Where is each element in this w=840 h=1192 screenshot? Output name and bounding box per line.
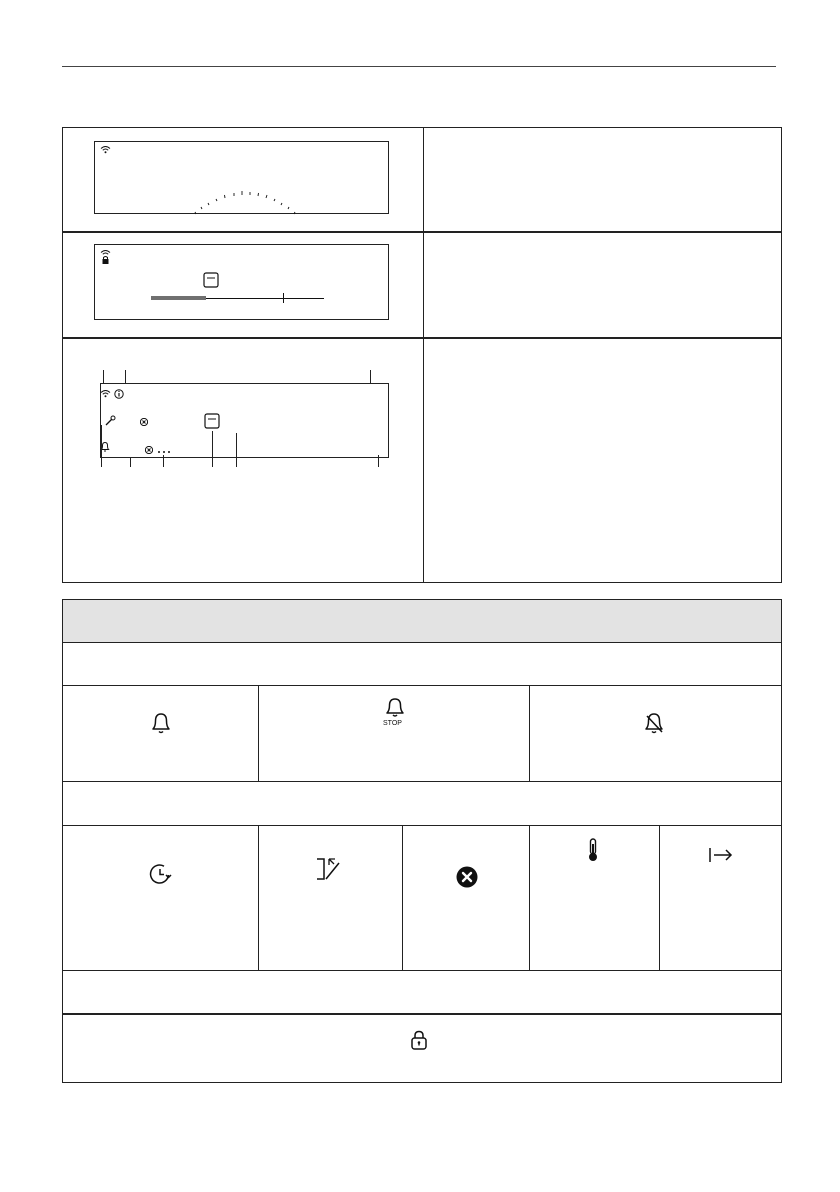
oven-cavity-icon (203, 272, 219, 288)
display-table-divider (423, 127, 424, 583)
food-probe-icon (105, 415, 116, 426)
display-table-row-divider-1 (62, 231, 782, 233)
bell-icon (150, 711, 172, 735)
wifi-locked-icon (100, 249, 111, 265)
door-open-icon (315, 857, 343, 881)
indicator-section-line-1 (62, 685, 782, 686)
annotated-display (94, 370, 394, 480)
bell-stop-label: STOP (383, 720, 402, 727)
display-table-row-divider-2 (62, 337, 782, 339)
display-screen-progress (94, 244, 389, 320)
function-row-divider-4 (659, 825, 660, 970)
callout-line-inner-probe (101, 425, 102, 467)
display-screen-dial (94, 141, 389, 214)
callout-line-bottom-2 (163, 455, 164, 467)
callout-line-bottom-1 (130, 458, 131, 467)
progress-marker (283, 293, 284, 303)
timer-clock-icon (148, 862, 172, 886)
function-row-divider-3 (529, 825, 530, 970)
callout-line-top-1 (103, 370, 104, 384)
indicator-header-line (62, 642, 782, 643)
cancel-x-icon (145, 446, 153, 454)
arrow-right-bar-icon (708, 847, 734, 863)
function-row-divider-2 (402, 825, 403, 970)
bell-row-divider-2 (529, 685, 530, 781)
cancel-x-icon (140, 418, 148, 426)
callout-line-top-2 (125, 370, 126, 384)
progress-fill (151, 296, 206, 300)
indicator-section-line-3 (62, 825, 782, 826)
callout-line-top-3 (370, 370, 371, 384)
indicator-section-line-5 (62, 1013, 782, 1015)
callout-line-inner-mid (236, 433, 237, 467)
bell-off-icon (643, 711, 665, 735)
indicator-table (62, 599, 782, 1083)
indicator-section-line-2 (62, 781, 782, 782)
wifi-icon (100, 389, 111, 398)
temperature-dial-arc (190, 190, 300, 216)
indicator-table-header (63, 600, 781, 642)
thermometer-icon (587, 838, 599, 862)
callout-line-inner-oven (212, 431, 213, 467)
wifi-icon (100, 145, 111, 154)
bell-stop-icon (384, 697, 406, 717)
header-rule (62, 66, 776, 67)
callout-line-bottom-3 (378, 455, 379, 467)
more-dots-icon (157, 450, 171, 454)
lock-icon (410, 1030, 428, 1050)
cancel-x-icon (456, 866, 478, 888)
oven-cavity-icon (204, 413, 220, 429)
indicator-section-line-4 (62, 970, 782, 971)
function-row-divider-1 (258, 825, 259, 970)
info-icon (114, 389, 124, 399)
bell-row-divider-1 (258, 685, 259, 781)
